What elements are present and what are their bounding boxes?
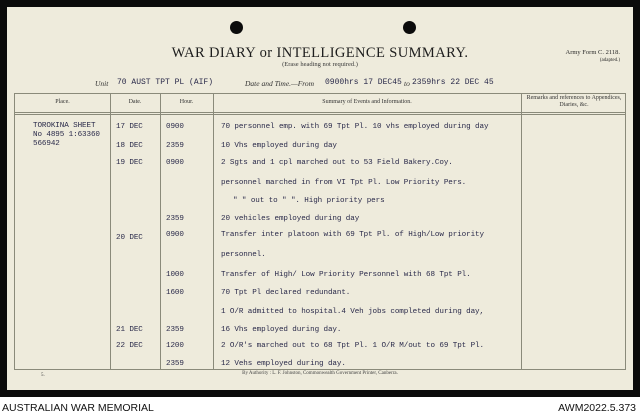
- row-hour: 2359: [166, 215, 184, 223]
- diary-page: [7, 7, 633, 390]
- caption-left: AUSTRALIAN WAR MEMORIAL: [2, 402, 154, 414]
- col-date-header: Date.: [128, 99, 142, 105]
- row-hour: 0900: [166, 231, 184, 239]
- date-to: 2359hrs 22 DEC 45: [412, 78, 494, 87]
- header-rule: [15, 114, 625, 115]
- row-date: 17 DEC: [116, 123, 143, 131]
- form-note: (adapted.): [599, 58, 620, 63]
- row-summary: 16 Vhs employed during day.: [221, 326, 342, 334]
- unit-value: 70 AUST TPT PL (AIF): [117, 78, 214, 87]
- col-summary-header: Summary of Events and Information.: [322, 99, 412, 105]
- row-hour: 0900: [166, 159, 184, 167]
- place-line: 566942: [33, 140, 60, 148]
- col-place-header: Place.: [55, 99, 70, 105]
- row-hour: 1200: [166, 342, 184, 350]
- punch-hole: [403, 21, 416, 34]
- date-from: 0900hrs 17 DEC45: [325, 78, 402, 87]
- row-hour: 2359: [166, 360, 184, 368]
- punch-hole: [230, 21, 243, 34]
- row-hour: 2359: [166, 326, 184, 334]
- row-summary: 10 Vhs employed during day: [221, 142, 337, 150]
- row-hour: 0900: [166, 123, 184, 131]
- column-divider: [521, 94, 522, 369]
- row-summary: 2 O/R's marched out to 68 Tpt Pl. 1 O/R M/out to 69 Tpt Pl.: [221, 342, 484, 350]
- column-divider: [213, 94, 214, 369]
- header-rule: [15, 112, 625, 113]
- page-title: WAR DIARY or INTELLIGENCE SUMMARY.: [171, 45, 469, 61]
- row-date: 22 DEC: [116, 342, 143, 350]
- row-date: 21 DEC: [116, 326, 143, 334]
- row-summary: 70 personnel emp. with 69 Tpt Pl. 10 vhs employed during day: [221, 123, 489, 131]
- row-date: 20 DEC: [116, 234, 143, 242]
- place-line: TOROKINA SHEET: [33, 122, 96, 130]
- date-label: Date and Time.—From: [245, 79, 315, 88]
- col-remarks-header: Remarks and references to Appendices, Diaries, &c.: [526, 95, 622, 108]
- caption-right: AWM2022.5.373: [558, 402, 636, 414]
- diary-table: [14, 93, 626, 370]
- date-to-label: to: [404, 79, 410, 88]
- row-date: 19 DEC: [116, 159, 143, 167]
- row-summary: 20 vehicles employed during day: [221, 215, 360, 223]
- row-summary: personnel.: [221, 251, 266, 259]
- row-hour: 1000: [166, 271, 184, 279]
- row-summary: 1 O/R admitted to hospital.4 Veh jobs completed during day,: [221, 308, 484, 316]
- col-hour-header: Hour.: [179, 99, 194, 105]
- row-summary: Transfer of High/ Low Priority Personnel with 68 Tpt Pl.: [221, 271, 471, 279]
- page-number: 5.: [41, 373, 45, 378]
- row-summary: 2 Sgts and 1 cpl marched out to 53 Field Bakery.Coy.: [221, 159, 453, 167]
- form-number-text: Army Form C. 2118.: [565, 49, 620, 56]
- form-number: [566, 49, 620, 65]
- row-hour: 1600: [166, 289, 184, 297]
- unit-label: Unit: [95, 79, 109, 88]
- row-summary: personnel marched in from VI Tpt Pl. Low Priority Pers.: [221, 179, 467, 187]
- row-hour: 2359: [166, 142, 184, 150]
- row-summary: " " out to " ". High priority pers: [233, 197, 385, 205]
- row-summary: Transfer inter platoon with 69 Tpt Pl. of High/Low priority: [221, 231, 484, 239]
- row-date: 18 DEC: [116, 142, 143, 150]
- column-divider: [110, 94, 111, 369]
- printer-line: By Authority : L. F. Johnston, Commonwealth Government Printer, Canberra.: [242, 371, 398, 376]
- column-divider: [160, 94, 161, 369]
- place-line: No 4895 1:63360: [33, 131, 100, 139]
- page-subtitle: (Erase heading not required.): [282, 61, 358, 68]
- row-summary: 70 Tpt Pl declared redundant.: [221, 289, 351, 297]
- row-summary: 12 Vehs employed during day.: [221, 360, 346, 368]
